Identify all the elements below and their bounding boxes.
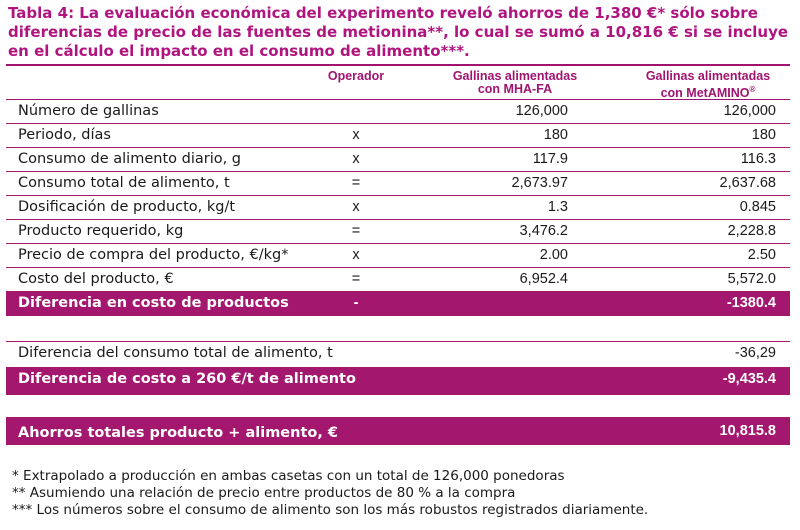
- row-value-metamino: 126,000: [723, 103, 776, 119]
- row-value-mha-fa: 6,952.4: [519, 271, 568, 287]
- row-operator: =: [351, 271, 361, 287]
- row-value-metamino: 180: [751, 127, 776, 143]
- header-metamino-line1: Gallinas alimentadas: [645, 69, 771, 83]
- row-value-metamino: 116.3: [740, 151, 776, 167]
- row-label: Consumo total de alimento, t: [18, 175, 230, 191]
- row-label: Periodo, días: [18, 127, 111, 143]
- row-value-metamino: -36,29: [734, 345, 776, 361]
- row-label: Ahorros totales producto + alimento, €: [18, 425, 338, 441]
- row-label: Costo del producto, €: [18, 271, 174, 287]
- header-mha-fa-line2: con MHA-FA: [477, 82, 553, 96]
- row-label: Número de gallinas: [18, 103, 159, 119]
- table-row: [6, 196, 790, 220]
- savings-table: [6, 64, 790, 445]
- row-value-mha-fa: 1.3: [547, 199, 568, 215]
- table-row: [6, 148, 790, 172]
- row-label: Dosificación de producto, kg/t: [18, 199, 236, 215]
- row-operator: x: [352, 199, 360, 215]
- row-operator: =: [351, 223, 361, 239]
- table-row: [6, 268, 790, 292]
- row-operator: -: [353, 295, 359, 311]
- row-value-metamino: 2,637.68: [719, 175, 776, 191]
- row-value-metamino: 2.50: [747, 247, 776, 263]
- header-mha-fa-line1: Gallinas alimentadas: [452, 69, 578, 83]
- row-value-metamino: 5,572.0: [727, 271, 776, 287]
- row-value-mha-fa: 2.00: [539, 247, 568, 263]
- table-row: [6, 172, 790, 196]
- table-row: [6, 220, 790, 244]
- registered-mark: ®: [749, 85, 756, 94]
- footnote: *** Los números sobre el consumo de alimento son los más robustos registrados diariamente.: [12, 502, 649, 518]
- row-label: Diferencia de costo a 260 €/t de alimento: [18, 371, 356, 387]
- row-value-metamino: 0.845: [739, 199, 776, 215]
- row-value-metamino: 2,228.8: [727, 223, 776, 239]
- table-row: [6, 124, 790, 148]
- table-row: [6, 100, 790, 124]
- header-operator: Operador: [327, 69, 385, 83]
- footnote: ** Asumiendo una relación de precio entre productos de 80 % a la compra: [12, 485, 516, 501]
- product-cost-difference-row: [6, 292, 790, 316]
- header-metamino-line2-text: con MetAMINO: [660, 86, 750, 101]
- row-value-mha-fa: 180: [543, 127, 568, 143]
- spacer-row: [6, 395, 790, 418]
- header-mha-fa: [425, 70, 605, 96]
- feed-cost-difference-row: [6, 368, 790, 395]
- row-value-mha-fa: 3,476.2: [519, 223, 568, 239]
- table-row: [6, 244, 790, 268]
- table-header: [6, 66, 790, 100]
- row-value-metamino: -1380.4: [726, 295, 776, 311]
- spacer-row: [6, 316, 790, 342]
- row-value-metamino: -9,435.4: [722, 371, 776, 387]
- row-value-metamino: 10,815.8: [719, 423, 776, 439]
- row-label: Diferencia en costo de productos: [18, 295, 289, 311]
- row-label: Precio de compra del producto, €/kg*: [18, 247, 289, 263]
- row-operator: x: [352, 127, 360, 143]
- header-metamino-line2: [628, 83, 788, 100]
- total-savings-row: [6, 418, 790, 445]
- table-caption: Tabla 4: La evaluación económica del experimento reveló ahorros de 1,380 €* sólo sobre diferencias de precio de las fuentes de metionina**, lo cual se sumó a 10,816 € si se incluye en el cálculo el impacto en el consumo de alimento***.: [8, 4, 789, 60]
- row-value-mha-fa: 2,673.97: [511, 175, 568, 191]
- row-label: Consumo de alimento diario, g: [18, 151, 242, 167]
- footnote: * Extrapolado a producción en ambas casetas con un total de 126,000 ponedoras: [12, 468, 565, 484]
- header-metamino: [628, 70, 788, 100]
- row-operator: x: [352, 247, 360, 263]
- row-label: Diferencia del consumo total de alimento, t: [18, 345, 333, 361]
- row-operator: =: [351, 175, 361, 191]
- feed-consumption-difference-row: [6, 342, 790, 368]
- row-value-mha-fa: 126,000: [515, 103, 568, 119]
- row-label: Producto requerido, kg: [18, 223, 184, 239]
- footnotes: [12, 468, 792, 519]
- row-operator: x: [352, 151, 360, 167]
- row-value-mha-fa: 117.9: [532, 151, 568, 167]
